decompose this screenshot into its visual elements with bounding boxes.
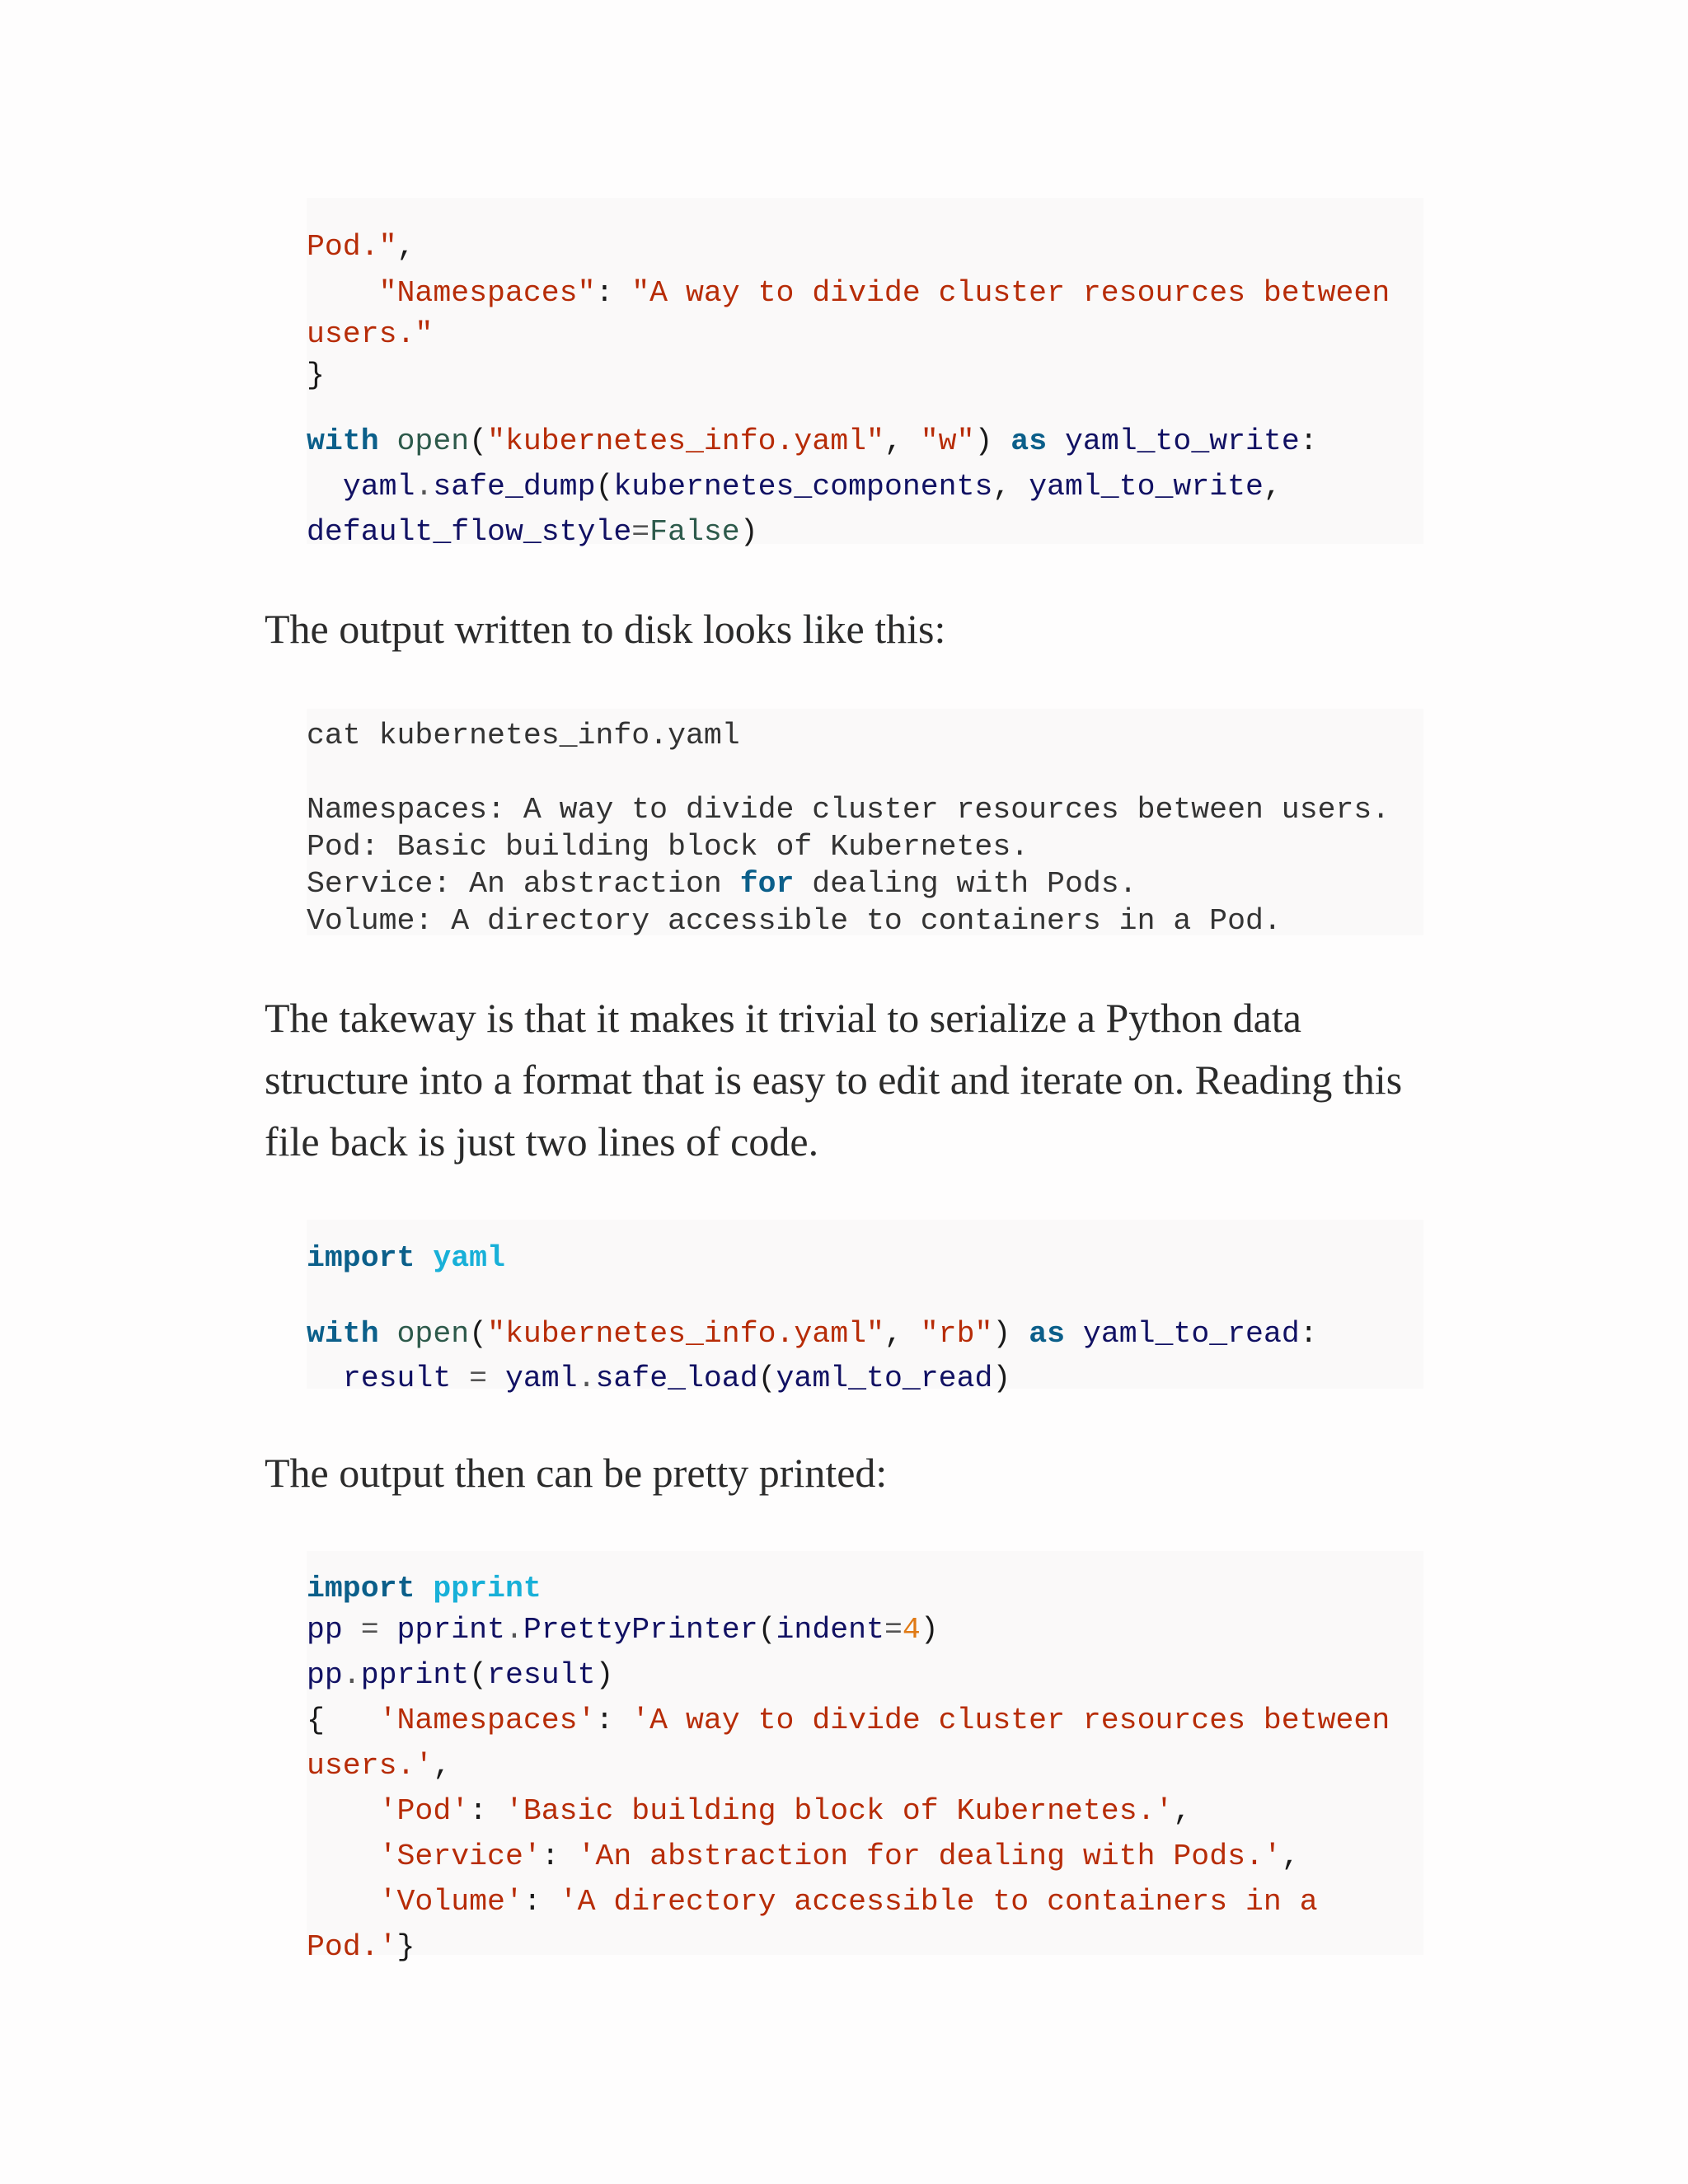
code-token: users.": [307, 317, 434, 351]
code-token: "kubernetes_info.yaml": [487, 424, 884, 458]
code-token: default_flow_style: [307, 515, 632, 549]
code-token: with: [307, 1317, 379, 1351]
code-line: [307, 1312, 1318, 1357]
code-token: 'Basic building block of Kubernetes.': [504, 1794, 1174, 1828]
code-token: "rb": [920, 1317, 993, 1351]
code-token: [307, 1840, 379, 1873]
code-token: Volume: A directory accessible to containers in a Pod.: [307, 904, 1282, 938]
code-token: pprint: [396, 1613, 505, 1647]
code-token: ,: [884, 424, 921, 458]
code-token: .: [415, 470, 434, 504]
code-block-yaml-dump: [307, 198, 1423, 549]
code-token: (: [469, 1658, 488, 1692]
code-token: :: [1299, 424, 1318, 458]
code-token: [379, 424, 397, 458]
code-token: (: [469, 1317, 488, 1351]
code-token: :: [523, 1885, 560, 1919]
code-token: 4: [902, 1613, 921, 1647]
code-token: ,: [433, 1749, 452, 1783]
code-token: .: [577, 1361, 596, 1395]
code-token: [307, 470, 343, 504]
code-token: =: [631, 515, 650, 549]
code-line: [307, 509, 758, 555]
code-token: ,: [992, 470, 1029, 504]
code-token: ,: [884, 1317, 921, 1351]
code-token: {: [307, 1704, 379, 1737]
code-token: =: [342, 1613, 397, 1647]
code-token: Namespaces: A way to divide cluster resources between users.: [307, 793, 1390, 827]
code-token: ,: [1281, 1840, 1300, 1873]
code-token: (: [469, 424, 488, 458]
code-token: ,: [1263, 470, 1282, 504]
code-line: [307, 1743, 451, 1788]
code-token: open: [396, 1317, 470, 1351]
code-line: [307, 1357, 1010, 1401]
code-token: [307, 276, 379, 310]
code-token: }: [396, 1930, 415, 1964]
code-token: =: [884, 1613, 903, 1647]
code-token: yaml_to_read: [1082, 1317, 1300, 1351]
code-line: [307, 1788, 1191, 1834]
code-line: [307, 1236, 505, 1281]
code-line: [307, 1924, 415, 1970]
code-token: [379, 1317, 397, 1351]
code-token: result: [342, 1361, 452, 1395]
code-block-pprint: [307, 1551, 1423, 1964]
code-line: [307, 1879, 1318, 1924]
code-token: pprint: [433, 1572, 542, 1605]
code-token: 'Volume': [378, 1885, 523, 1919]
code-token: open: [396, 424, 470, 458]
paragraph-pretty-print-intro: The output then can be pretty printed:: [265, 1450, 888, 1496]
code-token: .: [342, 1658, 361, 1692]
code-line: [307, 464, 1282, 509]
code-token: yaml_to_write: [1065, 424, 1300, 458]
code-token: [1065, 1317, 1083, 1351]
code-block-yaml-output: [307, 709, 1423, 938]
code-token: :: [469, 1794, 505, 1828]
code-token: import: [307, 1572, 415, 1605]
code-token: False: [649, 515, 740, 549]
code-line: [307, 224, 415, 269]
code-line: [307, 1834, 1300, 1879]
code-token: for: [739, 867, 795, 901]
code-token: pp: [307, 1613, 343, 1647]
code-token: "w": [920, 424, 975, 458]
code-token: ): [595, 1658, 614, 1692]
code-token: "A way to divide cluster resources between: [631, 276, 1390, 310]
code-line: [307, 1607, 939, 1652]
code-token: :: [1299, 1317, 1318, 1351]
code-token: (: [595, 470, 614, 504]
code-token: :: [541, 1840, 578, 1873]
code-token: :: [595, 276, 632, 310]
code-token: import: [307, 1241, 415, 1275]
code-token: (: [757, 1361, 776, 1395]
paragraph-output-intro: The output written to disk looks like this:: [265, 606, 946, 652]
code-line: [307, 1652, 613, 1698]
code-token: [415, 1572, 433, 1605]
code-token: 'Service': [378, 1840, 542, 1873]
code-token: ,: [396, 230, 415, 264]
code-line: [307, 1698, 1390, 1743]
code-line: [307, 1566, 542, 1611]
code-token: yaml_to_read: [776, 1361, 993, 1395]
code-line: [307, 353, 325, 398]
code-token: 'A way to divide cluster resources between: [631, 1704, 1390, 1737]
code-token: pp: [307, 1658, 343, 1692]
code-token: Pod.': [307, 1930, 397, 1964]
code-token: }: [307, 359, 325, 392]
code-block-yaml-load: [307, 1220, 1423, 1395]
code-token: with: [307, 424, 379, 458]
code-line: [307, 865, 1137, 902]
code-token: ,: [1173, 1794, 1192, 1828]
code-token: yaml: [342, 470, 415, 504]
code-token: =: [451, 1361, 505, 1395]
code-token: PrettyPrinter: [523, 1613, 758, 1647]
code-token: Service: An abstraction: [307, 867, 740, 901]
code-token: dealing with Pods.: [794, 867, 1137, 901]
code-token: ): [920, 1613, 939, 1647]
code-line: [307, 419, 1318, 464]
code-token: as: [1029, 1317, 1066, 1351]
code-token: kubernetes_components: [613, 470, 993, 504]
code-token: yaml_to_write: [1029, 470, 1264, 504]
code-token: [307, 1885, 379, 1919]
code-token: Pod: Basic building block of Kubernetes.: [307, 830, 1029, 864]
paragraph-takeaway: The takeway is that it makes it trivial to serialize a Python data structure into a format that is easy to edit and iterate on. Reading this file back is just two lines of code.: [265, 995, 1403, 1165]
code-token: .: [504, 1613, 523, 1647]
code-token: safe_load: [595, 1361, 758, 1395]
code-token: 'Pod': [378, 1794, 470, 1828]
code-line: [307, 902, 1282, 940]
code-line: [307, 828, 1029, 865]
code-token: :: [595, 1704, 632, 1737]
code-token: ): [992, 1361, 1011, 1395]
code-token: indent: [776, 1613, 884, 1647]
code-token: pprint: [360, 1658, 470, 1692]
code-token: ): [974, 424, 1011, 458]
code-token: 'A directory accessible to containers in a: [559, 1885, 1318, 1919]
code-token: users.': [307, 1749, 434, 1783]
code-line: [307, 312, 433, 357]
code-token: [307, 1361, 343, 1395]
code-token: result: [487, 1658, 596, 1692]
code-token: [1047, 424, 1065, 458]
code-token: yaml: [433, 1241, 505, 1275]
code-token: as: [1010, 424, 1048, 458]
code-token: 'Namespaces': [378, 1704, 596, 1737]
code-token: [307, 1794, 379, 1828]
code-token: 'An abstraction for dealing with Pods.': [577, 1840, 1282, 1873]
code-token: ): [739, 515, 758, 549]
code-token: "Namespaces": [378, 276, 596, 310]
code-token: yaml: [504, 1361, 578, 1395]
code-token: [415, 1241, 433, 1275]
code-token: ): [992, 1317, 1029, 1351]
code-token: "kubernetes_info.yaml": [487, 1317, 884, 1351]
code-token: safe_dump: [433, 470, 596, 504]
code-token: cat kubernetes_info.yaml: [307, 719, 740, 752]
code-line: [307, 270, 1390, 316]
code-token: Pod.": [307, 230, 397, 264]
code-line: [307, 717, 740, 754]
code-token: (: [757, 1613, 776, 1647]
code-line: [307, 791, 1390, 828]
